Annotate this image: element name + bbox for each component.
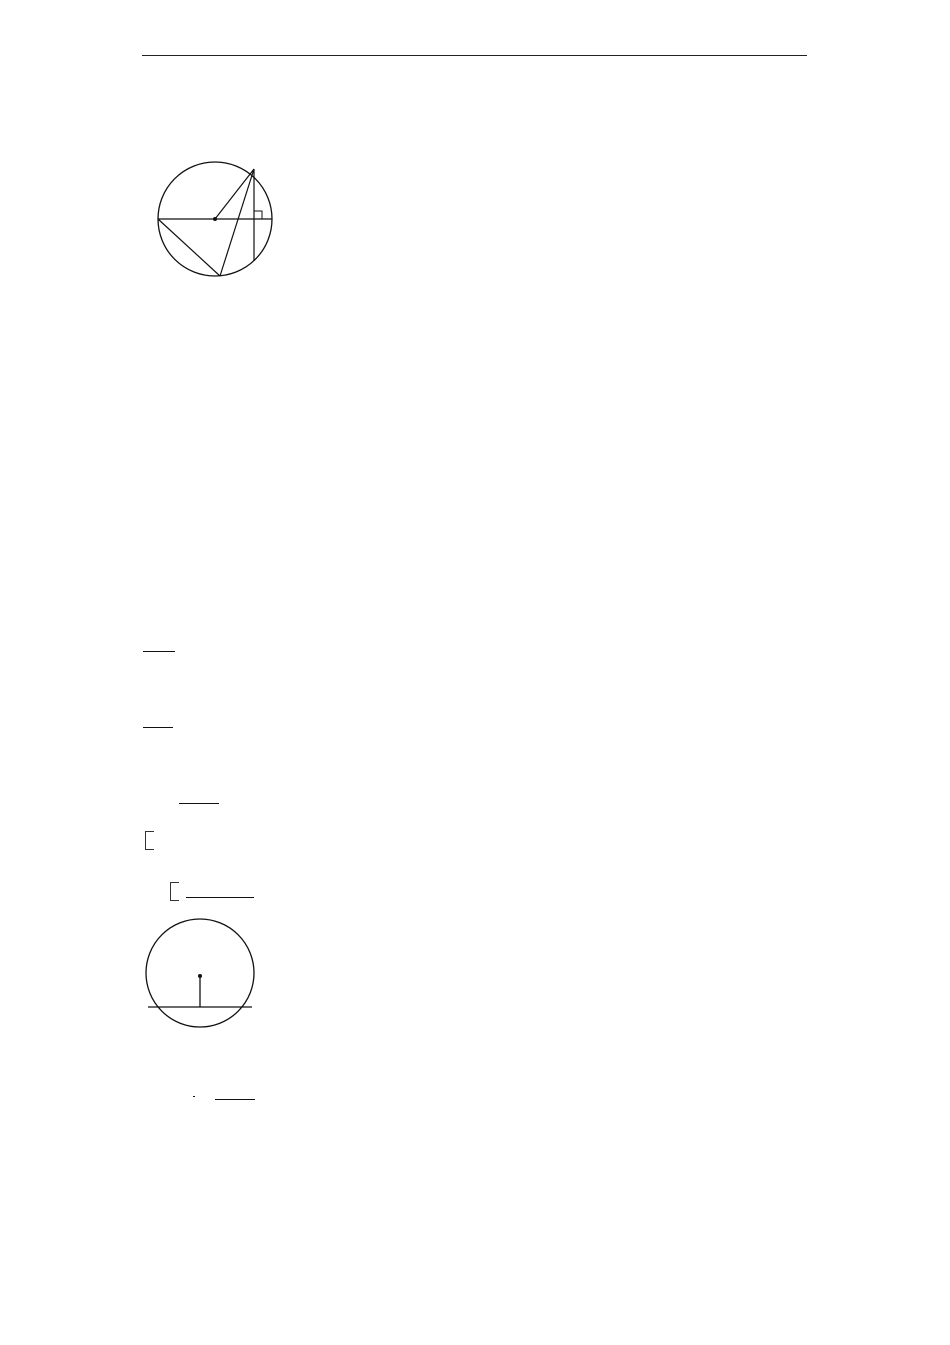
q12-line2	[143, 713, 173, 732]
q14-line1	[143, 831, 156, 852]
q15-answer-blank[interactable]	[215, 1085, 255, 1100]
circle-symbol-icon	[145, 831, 154, 850]
q10-circle-figure	[140, 155, 300, 295]
q14-line2	[168, 881, 254, 903]
q14-answer-blank[interactable]	[186, 881, 254, 898]
option-a-graph	[185, 305, 305, 415]
option-c-graph	[185, 430, 305, 540]
header-rule	[142, 55, 807, 56]
q15-equation	[193, 1088, 199, 1104]
q13-line2	[165, 789, 219, 808]
section-heading	[143, 564, 169, 580]
option-d-graph	[515, 430, 635, 540]
q13-answer-blank[interactable]	[179, 789, 219, 804]
option-b-graph	[515, 305, 635, 415]
circle-symbol-icon	[170, 882, 179, 901]
q14-circle-figure	[140, 918, 265, 1033]
q11-line2	[143, 637, 187, 656]
q15-fraction	[193, 1096, 195, 1097]
q15-line2	[165, 1085, 259, 1104]
q11-answer-blank[interactable]	[143, 637, 175, 652]
q10-stem	[143, 126, 161, 142]
q12-answer-blank[interactable]	[143, 713, 173, 728]
